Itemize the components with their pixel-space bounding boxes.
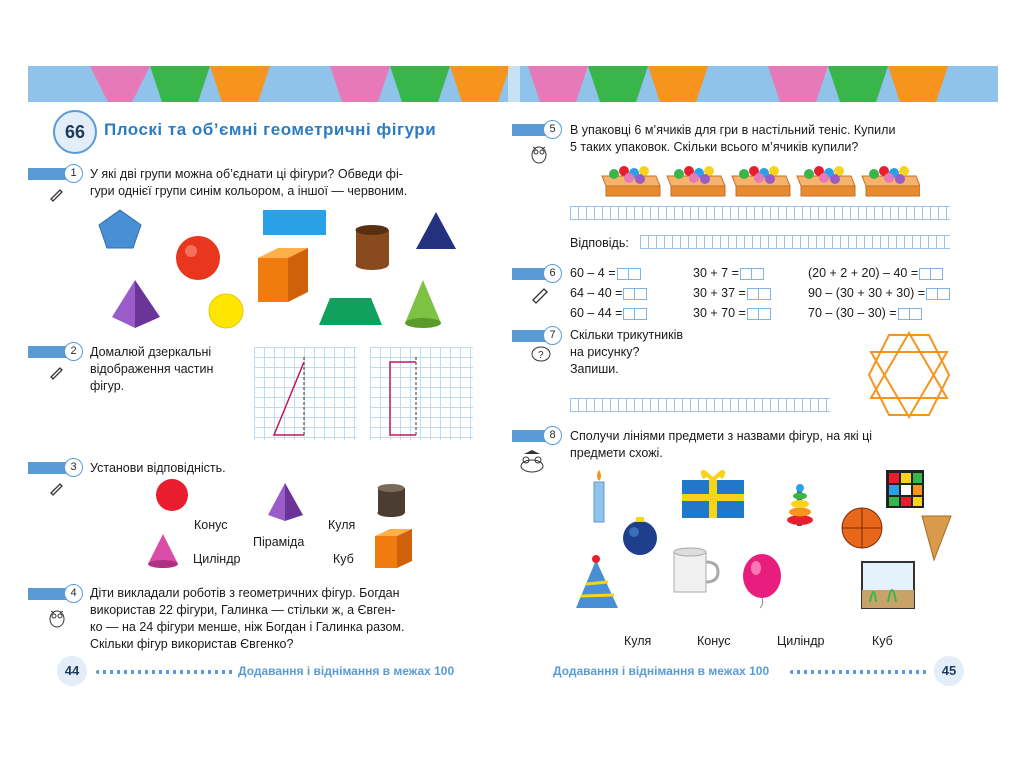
answer-box[interactable] — [740, 268, 764, 280]
task-3-number: 3 — [64, 458, 83, 477]
gift-box — [682, 472, 744, 518]
svg-text:?: ? — [538, 350, 544, 361]
page-number-right: 45 — [934, 656, 964, 686]
red-circle — [156, 479, 188, 511]
green-cone — [405, 280, 441, 328]
task-7-text-line2: на рисунку? — [570, 345, 640, 359]
task-6-expr-4: 64 – 40 = — [570, 285, 647, 302]
task-8-text-line2: предмети схожі. — [570, 446, 663, 460]
task-4-text-line2: використав 22 фігури, Галинка — стільки ж, а Євген- — [90, 603, 396, 617]
mug — [674, 548, 718, 592]
task-1-text-line1: У які дві групи можна об’єднати ці фігури? Обведи фі- — [90, 167, 403, 181]
task-8-number: 8 — [543, 426, 562, 445]
task-5-answer-label: Відповідь: — [570, 236, 629, 250]
page-number-left: 44 — [57, 656, 87, 686]
task-7-text-line1: Скільки трикутників — [570, 328, 684, 342]
bunting-banner — [28, 66, 998, 106]
task-3-label-cube: Куб — [333, 552, 354, 566]
owl-icon — [528, 142, 550, 164]
ball-package — [602, 166, 660, 196]
green-trapezoid — [319, 298, 382, 325]
task-2-number: 2 — [64, 342, 83, 361]
blue-pentagon — [99, 210, 141, 248]
orange-cube — [258, 248, 308, 302]
footer-topic-left: Додавання і віднімання в межах 100 — [238, 664, 455, 678]
pencil-icon — [48, 480, 64, 496]
candle — [594, 470, 604, 522]
task-5-number: 5 — [543, 120, 562, 139]
christmas-ornament — [623, 517, 657, 555]
task-1-number: 1 — [64, 164, 83, 183]
pencil-icon — [48, 364, 64, 380]
red-sphere — [176, 236, 220, 280]
task-4-number: 4 — [64, 584, 83, 603]
lesson-title: Плоскі та об’ємні геометричні фігури — [104, 120, 437, 139]
task-4-text-line3: ко — на 24 фігури менше, ніж Богдан і Галинка разом. — [90, 620, 405, 634]
yellow-circle — [209, 294, 243, 328]
task-8-label-cylinder: Циліндр — [777, 634, 825, 648]
frog-graduate-icon — [516, 448, 548, 474]
rubiks-cube — [886, 470, 924, 508]
task-6-expr-8: 30 + 70 = — [693, 305, 771, 322]
owl-icon — [46, 606, 68, 628]
blue-rectangle — [263, 210, 326, 235]
task-2-text-line3: фігур. — [90, 379, 125, 393]
grey-cylinder — [378, 484, 406, 517]
task-5-solution-field[interactable] — [570, 206, 950, 220]
answer-box[interactable] — [617, 268, 641, 280]
task-5-text-line2: 5 таких упаковок. Скільки всього м’ячиків купили? — [570, 140, 859, 154]
task-8-label-sphere: Куля — [624, 634, 652, 648]
task-6-expr-6: 90 – (30 + 30 + 30) = — [808, 285, 950, 302]
task-8-label-cube: Куб — [872, 634, 893, 648]
ice-cream-cone — [922, 516, 951, 560]
task-5-text-line1: В упаковці 6 м’ячиків для гри в настільний теніс. Купили — [570, 123, 896, 137]
balloon — [743, 554, 781, 608]
task-6-expr-2: 30 + 7 = — [693, 265, 764, 282]
pencil-icon — [530, 284, 550, 304]
answer-box[interactable] — [919, 268, 943, 280]
purple-pyramid — [268, 483, 303, 521]
task-7-answer-field[interactable] — [570, 398, 830, 412]
task-6-expr-1: 60 – 4 = — [570, 265, 641, 282]
task-7-number: 7 — [543, 326, 562, 345]
footer-topic-right: Додавання і віднімання в межах 100 — [553, 664, 770, 678]
task-4-text-line4: Скільки фігур використав Євгенко? — [90, 637, 294, 651]
task-3-shapes — [140, 478, 430, 578]
lesson-number-badge: 66 — [53, 110, 97, 154]
navy-triangle — [416, 212, 456, 249]
task-2-text-line2: відображення частин — [90, 362, 214, 376]
pencil-icon — [48, 186, 64, 202]
task-3-label-pyramid: Піраміда — [253, 535, 305, 549]
task-6-expr-3: (20 + 2 + 20) – 40 = — [808, 265, 943, 282]
task-6-number: 6 — [543, 264, 562, 283]
task-3-label-sphere: Куля — [328, 518, 356, 532]
task-6-expr-7: 60 – 44 = — [570, 305, 647, 322]
answer-box[interactable] — [926, 288, 950, 300]
task-8-text-line1: Сполучи лініями предмети з назвами фігур, на які ці — [570, 429, 873, 443]
ball-packages — [600, 160, 920, 198]
answer-box[interactable] — [623, 308, 647, 320]
answer-box[interactable] — [747, 308, 771, 320]
task-8-label-cone: Конус — [697, 634, 731, 648]
purple-pyramid — [112, 280, 160, 328]
question-bubble-icon — [530, 345, 552, 365]
orange-cube — [375, 529, 412, 568]
answer-box[interactable] — [623, 288, 647, 300]
answer-box[interactable] — [747, 288, 771, 300]
task-1-shapes — [90, 205, 480, 335]
party-hat — [576, 555, 618, 608]
footer-dots-left — [96, 670, 236, 674]
aquarium — [862, 562, 914, 608]
task-1-text-line2: гури однієї групи синім кольором, а іншої — червоним. — [90, 184, 408, 198]
task-3-label-cylinder: Циліндр — [193, 552, 241, 566]
task-6-expr-9: 70 – (30 – 30) = — [808, 305, 922, 322]
task-2-text-line1: Домалюй дзеркальні — [90, 345, 212, 359]
hexagram-figure — [864, 330, 954, 420]
pink-cone — [148, 534, 178, 568]
task-3-label-cone: Конус — [194, 518, 228, 532]
task-5-answer-field[interactable] — [640, 235, 950, 249]
answer-box[interactable] — [898, 308, 922, 320]
footer-dots-right — [790, 670, 930, 674]
task-4-text-line1: Діти викладали роботів з геометричних фігур. Богдан — [90, 586, 400, 600]
brown-cylinder — [356, 225, 390, 270]
basketball — [842, 508, 882, 548]
ring-pyramid-toy — [787, 484, 813, 526]
task-3-text: Установи відповідність. — [90, 461, 226, 475]
task-2-figures — [254, 347, 474, 440]
task-6-expr-5: 30 + 37 = — [693, 285, 771, 302]
task-7-text-line3: Запиши. — [570, 362, 619, 376]
task-8-objects — [570, 462, 960, 622]
